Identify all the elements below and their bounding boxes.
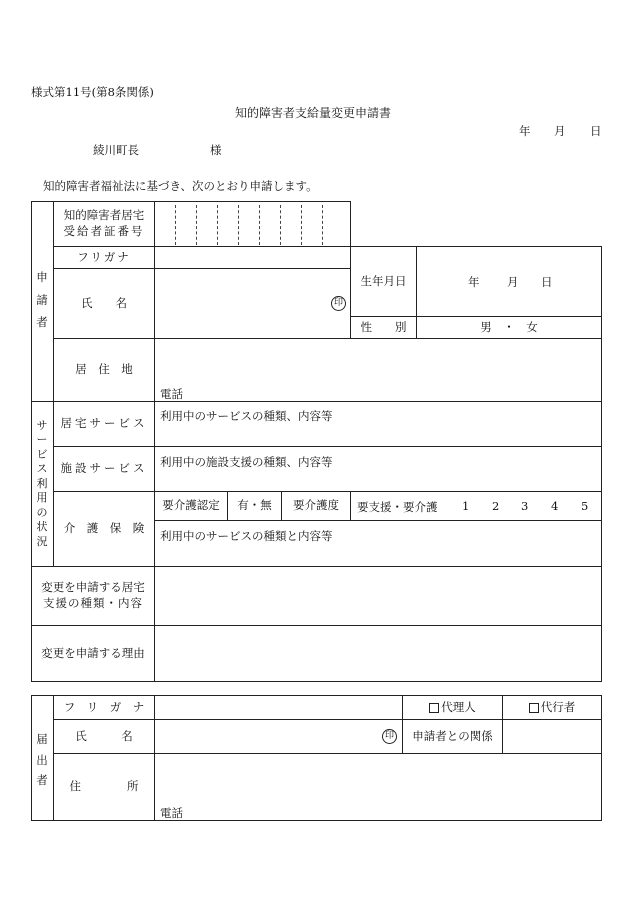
facility-service-input[interactable] bbox=[155, 470, 601, 491]
notifier-seal-icon: 印 bbox=[382, 729, 397, 744]
care-insurance-label: 介 護 保 険 bbox=[63, 521, 145, 536]
sex-label: 性 別 bbox=[360, 319, 407, 334]
notifier-furigana-input[interactable] bbox=[155, 696, 402, 719]
furigana-label: フリガナ bbox=[77, 249, 131, 264]
notifier-address-input[interactable] bbox=[155, 754, 601, 820]
cert-number-label: 知的障害者居宅 受給者証番号 bbox=[63, 208, 145, 238]
care-level-3[interactable]: 3 bbox=[521, 499, 529, 513]
sex-options[interactable]: 男 ・ 女 bbox=[480, 319, 538, 334]
change-reason-input[interactable] bbox=[155, 626, 601, 681]
date-year-label: 年 bbox=[519, 124, 531, 138]
birthdate-input[interactable] bbox=[417, 247, 601, 316]
care-level-4[interactable]: 4 bbox=[551, 499, 559, 513]
care-level-1[interactable]: 1 bbox=[462, 499, 470, 513]
name-label: 氏 名 bbox=[81, 295, 127, 310]
address-label: 居 住 地 bbox=[75, 362, 133, 377]
change-request-label: 変更を申請する居宅 支援の種類・内容 bbox=[41, 580, 145, 610]
care-level-2[interactable]: 2 bbox=[492, 499, 500, 513]
home-service-input[interactable] bbox=[155, 424, 601, 446]
honorific: 様 bbox=[210, 143, 222, 157]
intro-text: 知的障害者福祉法に基づき、次のとおり申請します。 bbox=[43, 179, 318, 193]
date-day-label: 日 bbox=[590, 124, 602, 138]
care-level-5[interactable]: 5 bbox=[581, 499, 589, 513]
proxy-checkbox-icon[interactable] bbox=[529, 703, 539, 713]
home-service-desc: 利用中のサービスの種類、内容等 bbox=[160, 409, 333, 423]
change-reason-label: 変更を申請する理由 bbox=[41, 645, 145, 660]
birthdate-label: 生年月日 bbox=[360, 273, 407, 288]
cert-number-input[interactable] bbox=[155, 202, 350, 246]
care-service-input[interactable] bbox=[155, 544, 601, 566]
relation-input[interactable] bbox=[503, 720, 601, 753]
notifier-address-label: 住 所 bbox=[69, 779, 139, 794]
care-cert-options[interactable]: 有・無 bbox=[237, 498, 272, 513]
relation-label: 申請者との関係 bbox=[412, 728, 493, 743]
phone-label: 電話 bbox=[160, 387, 183, 401]
care-service-desc: 利用中のサービスの種類と内容等 bbox=[160, 529, 333, 543]
home-service-label: 居宅サービス bbox=[60, 416, 148, 431]
notifier-furigana-label: フ リ ガ ナ bbox=[63, 699, 145, 714]
service-section-label: サ ー ビ ス 利 用 の 状 況 bbox=[36, 418, 48, 548]
notifier-section-label: 届 出 者 bbox=[36, 732, 48, 788]
care-level-support: 要支援・要介護 bbox=[357, 500, 438, 514]
notifier-name-input[interactable] bbox=[155, 720, 402, 753]
form-number: 様式第11号(第8条関係) bbox=[31, 85, 154, 99]
facility-service-desc: 利用中の施設支援の種類、内容等 bbox=[160, 455, 333, 469]
address-input[interactable] bbox=[155, 339, 601, 401]
care-level-label: 要介護度 bbox=[293, 498, 339, 513]
date-month-label: 月 bbox=[554, 124, 566, 138]
addressee: 綾川町長 bbox=[93, 143, 139, 157]
birth-month-label: 月 bbox=[507, 275, 519, 289]
birth-day-label: 日 bbox=[541, 275, 553, 289]
change-request-input[interactable] bbox=[155, 567, 601, 625]
proxy-checkbox[interactable]: 代行者 bbox=[503, 696, 601, 719]
form-title: 知的障害者支給量変更申請書 bbox=[235, 106, 392, 120]
agent-checkbox[interactable]: 代理人 bbox=[403, 696, 502, 719]
care-cert-label: 要介護認定 bbox=[162, 498, 220, 513]
seal-icon: 印 bbox=[331, 296, 346, 311]
agent-checkbox-icon[interactable] bbox=[429, 703, 439, 713]
birth-year-label: 年 bbox=[468, 275, 480, 289]
notifier-phone-label: 電話 bbox=[160, 806, 183, 820]
furigana-input[interactable] bbox=[155, 247, 350, 268]
notifier-name-label: 氏 名 bbox=[75, 728, 133, 743]
applicant-section-label: 申 請 者 bbox=[36, 270, 48, 330]
facility-service-label: 施設サービス bbox=[60, 461, 148, 476]
name-input[interactable] bbox=[155, 269, 350, 338]
